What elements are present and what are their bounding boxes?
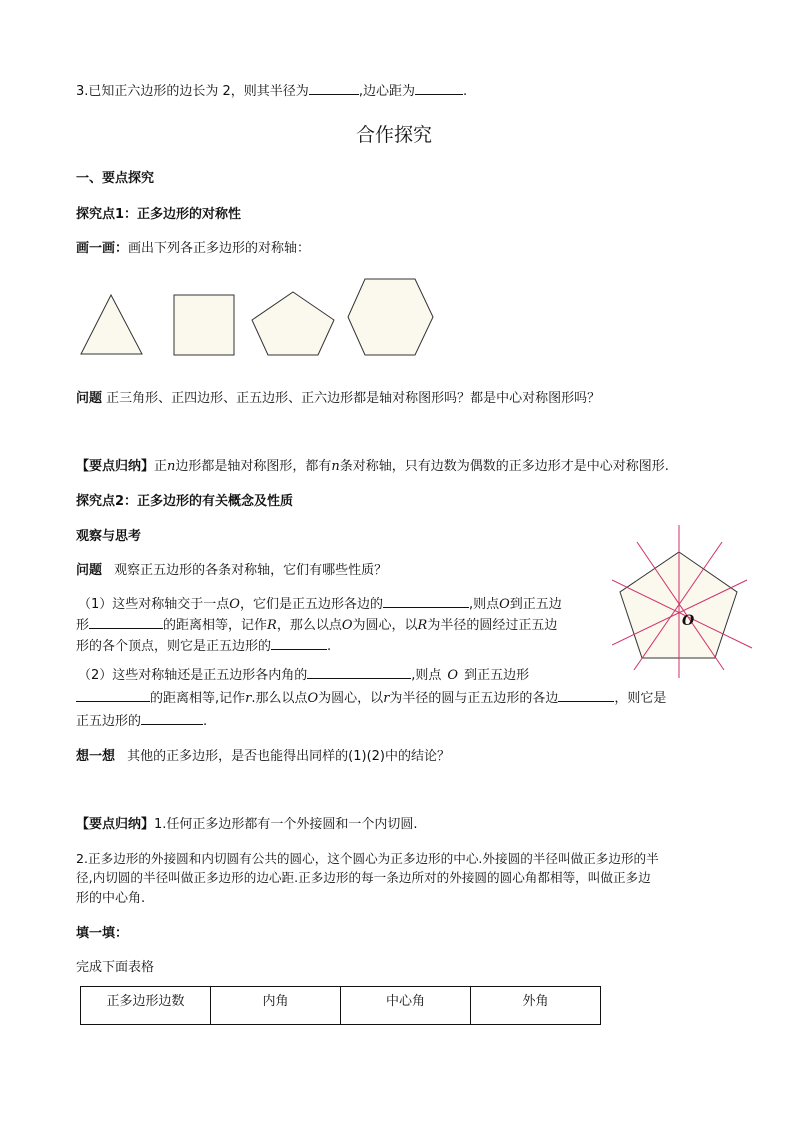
p1-text-d: 到正五边 [509,597,562,612]
section-title: 合作探究 [356,124,433,146]
point-o-var: O [307,691,319,706]
summary-text-b: 边形都是轴对称图形，都有 [175,459,332,474]
p1-text-c: ,则点 [468,597,500,612]
property-2-line-1 [78,664,529,683]
column-sides: 正多边形边数 [81,987,211,1025]
polygon-table [80,986,601,1025]
q3-text-a: 3.已知正六边形的边长为 2，则其半径为 [76,84,309,99]
p2-text-b: ,则点 [411,668,442,683]
question-label: 问题 [76,391,103,406]
point1-summary [76,455,669,474]
p1-text-e: 形 [76,618,90,633]
blank-circumcircle[interactable] [271,636,327,650]
p1-text-a: （1）这些对称轴交于一点 [78,597,230,612]
point-o-var: O [499,597,510,612]
column-interior-angle: 内角 [211,987,341,1025]
point-o-var: O [229,597,240,612]
p2-text-d: 的距离相等,记作 [150,691,246,706]
p1-text-k: . [327,639,332,654]
question-text: 正三角形、正四边形、正五边形、正六边形都是轴对称图形吗？都是中心对称图形吗？ [106,391,601,406]
column-central-angle: 中心角 [341,987,471,1025]
observe-heading: 观察与思考 [76,529,142,544]
regular-polygons-figure [70,275,450,365]
summary-text-c: 条对称轴，只有边数为偶数的正多边形才是中心对称图形. [339,459,669,474]
radius-r-var: R [267,618,277,633]
point2-summary-1 [76,813,418,832]
center-o-label: O [682,613,695,629]
point2-heading: 探究点2：正多边形的有关概念及性质 [76,494,294,509]
p2-text-h: ，则它是 [614,691,667,706]
p2-text-f: 为圆心，以 [318,691,384,706]
summary-label: 【要点归纳】 [76,459,155,474]
radius-r-var: R [417,618,428,633]
summary-1: 1.任何正多边形都有一个外接圆和一个内切圆. [154,817,418,832]
point1-heading: 探究点1：正多边形的对称性 [76,207,242,222]
p2-text-a: （2）这些对称轴还是正五边形各内角的 [78,668,308,683]
regular-pentagon-shape [252,292,334,355]
summary-text-a: 正 [154,459,168,474]
question-text-2: 观察正五边形的各条对称轴，它们有哪些性质？ [114,563,388,578]
p2-text-j: . [203,714,208,729]
draw-text: 画出下列各正多边形的对称轴： [128,241,311,256]
blank-sides[interactable] [76,688,150,702]
point-o-var: O [341,618,353,633]
draw-label: 画一画： [76,241,129,256]
q3-text-b: ,边心距为 [358,84,415,99]
q3-text-c: . [462,84,468,99]
fill-heading: 填一填： [76,926,129,941]
q3-blank-radius[interactable] [309,81,359,95]
blank-angle-bisector[interactable] [307,665,411,679]
p2-text-c: 到正五边形 [464,668,530,683]
property-1-line-2 [76,614,557,633]
square-shape [174,295,234,355]
apothem-r-var: r [383,691,390,706]
summary-n-var: n [167,459,176,474]
property-2-line-3 [76,710,207,729]
column-exterior-angle: 外角 [471,987,601,1025]
p1-text-h: 为圆心，以 [352,618,418,633]
fill-instruction: 完成下面表格 [76,960,155,975]
think-label: 想一想 [76,749,116,764]
p1-text-g: ，那么以点 [276,618,342,633]
property-1-line-3 [76,635,331,654]
draw-instruction [76,237,310,256]
point1-question [76,387,600,406]
blank-perpendicular-bisector[interactable] [383,594,469,608]
question-3 [76,80,467,99]
pentagon-axes-figure [612,520,762,680]
p2-text-e: .那么以点 [251,691,308,706]
p1-text-i: 为半径的圆经过正五边 [427,618,558,633]
q3-blank-apothem[interactable] [415,81,463,95]
equilateral-triangle-shape [81,295,142,354]
blank-vertices[interactable] [89,615,163,629]
p1-text-b: ，它们是正五边形各边的 [239,597,383,612]
point2-question [76,559,387,578]
part1-heading: 一、要点探究 [76,171,155,186]
regular-hexagon-shape [348,279,433,355]
apothem-r-var: r [245,691,252,706]
summary-2-line-1: 2.正多边形的外接圆和内切圆有公共的圆心，这个圆心为正多边形的中心.外接圆的半径叫做正多边形的半 [76,851,659,866]
summary-2-line-2: 径,内切圆的半径叫做正多边形的边心距.正多边形的每一条边所对的外接圆的圆心角都相等，叫做正多边 [76,870,651,885]
blank-incircle[interactable] [141,711,203,725]
p1-text-f: 的距离相等，记作 [163,618,268,633]
summary-label-2: 【要点归纳】 [76,817,155,832]
point-o-var: O [447,668,459,683]
blank-tangent[interactable] [558,688,614,702]
property-1-line-1 [78,593,562,612]
table-header-row [81,987,601,1025]
summary-2-line-3: 形的中心角. [76,891,146,906]
summary-n-var-2: n [331,459,340,474]
p2-text-i: 正五边形的 [76,714,142,729]
p2-text-g: 为半径的圆与正五边形的各边 [389,691,559,706]
think-line [76,745,450,764]
think-text: 其他的正多边形，是否也能得出同样的(1)(2)中的结论？ [127,749,450,764]
question-label-2: 问题 [76,563,103,578]
property-2-line-2 [76,687,666,706]
p1-text-j: 形的各个顶点，则它是正五边形的 [76,639,272,654]
